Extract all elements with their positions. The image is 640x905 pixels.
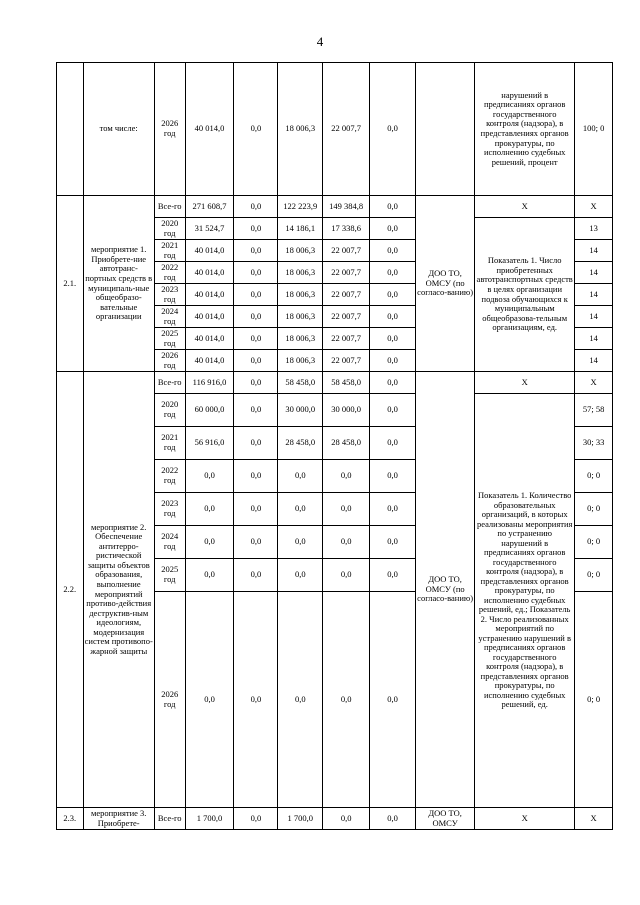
amount-cell: 22 007,7	[323, 350, 370, 372]
amount-cell: 0,0	[234, 526, 278, 559]
amount-cell: 0,0	[323, 460, 370, 493]
indicator-value: X	[575, 808, 613, 830]
amount-cell: 0,0	[234, 427, 278, 460]
amount-cell: 0,0	[278, 493, 323, 526]
amount-cell: 18 006,3	[278, 284, 323, 306]
amount-cell: 30 000,0	[323, 394, 370, 427]
amount-cell: 0,0	[370, 262, 416, 284]
measure-name: мероприятие 2. Обеспечение антитерро-ристической защиты объектов образования, выполнение мероприятий противо-действия деструктив-ным идеологиям, модернизация систем противопо-жарной защиты	[83, 372, 154, 808]
amount-cell: 0,0	[323, 559, 370, 592]
indicator-text: X	[475, 808, 575, 830]
year-cell: 2022 год	[154, 460, 185, 493]
amount-cell: 0,0	[278, 460, 323, 493]
amount-cell: 0,0	[370, 328, 416, 350]
amount-cell: 40 014,0	[185, 306, 234, 328]
indicator-value: 13	[575, 218, 613, 240]
year-cell: 2026 год	[154, 592, 185, 808]
amount-cell: 28 458,0	[323, 427, 370, 460]
amount-cell: 22 007,7	[323, 262, 370, 284]
year-cell: 2025 год	[154, 328, 185, 350]
indicator-value: 14	[575, 284, 613, 306]
amount-cell: 0,0	[370, 493, 416, 526]
amount-cell: 40 014,0	[185, 262, 234, 284]
amount-cell: 22 007,7	[323, 63, 370, 196]
amount-cell: 0,0	[185, 526, 234, 559]
program-table	[56, 62, 613, 830]
amount-cell: 149 384,8	[323, 196, 370, 218]
amount-cell: 0,0	[370, 559, 416, 592]
indicator-value: X	[575, 196, 613, 218]
amount-cell: 14 186,1	[278, 218, 323, 240]
amount-cell: 0,0	[370, 218, 416, 240]
amount-cell: 0,0	[323, 808, 370, 830]
amount-cell: 0,0	[370, 526, 416, 559]
amount-cell: 0,0	[278, 526, 323, 559]
table-row	[57, 808, 613, 830]
amount-cell: 40 014,0	[185, 63, 234, 196]
amount-cell: 122 223,9	[278, 196, 323, 218]
year-cell: Все-го	[154, 372, 185, 394]
page-number: 4	[316, 34, 324, 49]
row-number: 2.1.	[57, 196, 84, 372]
indicator-text: Показатель 1. Количество образовательных организаций, в которых реализованы мероприятия по устранению нарушений в предписаниях органов государственного контроля (надзора), в представлениях органов прокуратуры, по исполнению судебных решений, ед.; Показатель 2. Число реализованных мероприятий по устранению нарушений в предписаниях органов государственного контроля (надзора), в представлениях органов прокуратуры, по исполнению судебных решений, ед.	[475, 394, 575, 808]
amount-cell: 0,0	[370, 372, 416, 394]
amount-cell: 17 338,6	[323, 218, 370, 240]
amount-cell: 0,0	[234, 63, 278, 196]
amount-cell: 0,0	[234, 196, 278, 218]
indicator-value: 0; 0	[575, 460, 613, 493]
year-cell: 2020 год	[154, 394, 185, 427]
year-cell: 2021 год	[154, 427, 185, 460]
amount-cell: 60 000,0	[185, 394, 234, 427]
row-number: 2.2.	[57, 372, 84, 808]
indicator-text: X	[475, 372, 575, 394]
amount-cell: 0,0	[370, 196, 416, 218]
amount-cell: 0,0	[323, 592, 370, 808]
measure-name: том числе:	[83, 63, 154, 196]
amount-cell: 1 700,0	[278, 808, 323, 830]
amount-cell: 0,0	[234, 460, 278, 493]
indicator-value: 30; 33	[575, 427, 613, 460]
year-cell: 2023 год	[154, 284, 185, 306]
amount-cell: 22 007,7	[323, 306, 370, 328]
executor-cell: ДОО ТО, ОМСУ (по согласо-ванию)	[416, 196, 475, 372]
year-cell: Все-го	[154, 808, 185, 830]
amount-cell: 0,0	[234, 240, 278, 262]
amount-cell: 0,0	[234, 218, 278, 240]
amount-cell: 22 007,7	[323, 284, 370, 306]
year-cell: 2026 год	[154, 63, 185, 196]
indicator-value: 0; 0	[575, 559, 613, 592]
amount-cell: 0,0	[323, 526, 370, 559]
amount-cell: 31 524,7	[185, 218, 234, 240]
amount-cell: 0,0	[234, 559, 278, 592]
amount-cell: 18 006,3	[278, 262, 323, 284]
amount-cell: 0,0	[234, 808, 278, 830]
year-cell: 2023 год	[154, 493, 185, 526]
year-cell: Все-го	[154, 196, 185, 218]
amount-cell: 271 608,7	[185, 196, 234, 218]
amount-cell: 116 916,0	[185, 372, 234, 394]
amount-cell: 0,0	[234, 328, 278, 350]
amount-cell: 18 006,3	[278, 240, 323, 262]
indicator-value: 14	[575, 350, 613, 372]
amount-cell: 0,0	[185, 592, 234, 808]
amount-cell: 0,0	[370, 63, 416, 196]
amount-cell: 0,0	[323, 493, 370, 526]
year-cell: 2024 год	[154, 526, 185, 559]
amount-cell: 0,0	[370, 394, 416, 427]
amount-cell: 1 700,0	[185, 808, 234, 830]
table-row	[57, 196, 613, 218]
amount-cell: 0,0	[278, 559, 323, 592]
indicator-value: 14	[575, 328, 613, 350]
year-cell: 2020 год	[154, 218, 185, 240]
amount-cell: 58 458,0	[278, 372, 323, 394]
amount-cell: 0,0	[370, 808, 416, 830]
amount-cell: 18 006,3	[278, 306, 323, 328]
indicator-value: 100; 0	[575, 63, 613, 196]
amount-cell: 18 006,3	[278, 328, 323, 350]
amount-cell: 58 458,0	[323, 372, 370, 394]
table-row	[57, 63, 613, 196]
amount-cell: 0,0	[370, 350, 416, 372]
amount-cell: 40 014,0	[185, 284, 234, 306]
row-number	[57, 63, 84, 196]
amount-cell: 22 007,7	[323, 328, 370, 350]
amount-cell: 0,0	[370, 427, 416, 460]
indicator-value: 0; 0	[575, 526, 613, 559]
indicator-text: X	[475, 196, 575, 218]
amount-cell: 40 014,0	[185, 350, 234, 372]
amount-cell: 0,0	[234, 592, 278, 808]
amount-cell: 0,0	[370, 306, 416, 328]
amount-cell: 0,0	[234, 306, 278, 328]
indicator-text: нарушений в предписаниях органов государственного контроля (надзора), в представлениях органов прокуратуры, по исполнению судебных решений, процент	[475, 63, 575, 196]
year-cell: 2022 год	[154, 262, 185, 284]
year-cell: 2024 год	[154, 306, 185, 328]
amount-cell: 0,0	[370, 284, 416, 306]
amount-cell: 18 006,3	[278, 350, 323, 372]
measure-name: мероприятие 3. Приобрете-	[83, 808, 154, 830]
amount-cell: 0,0	[185, 460, 234, 493]
amount-cell: 56 916,0	[185, 427, 234, 460]
amount-cell: 0,0	[185, 493, 234, 526]
amount-cell: 0,0	[234, 493, 278, 526]
amount-cell: 22 007,7	[323, 240, 370, 262]
amount-cell: 28 458,0	[278, 427, 323, 460]
executor-cell	[416, 63, 475, 196]
amount-cell: 0,0	[278, 592, 323, 808]
amount-cell: 40 014,0	[185, 240, 234, 262]
year-cell: 2025 год	[154, 559, 185, 592]
amount-cell: 30 000,0	[278, 394, 323, 427]
executor-cell: ДОО ТО, ОМСУ	[416, 808, 475, 830]
amount-cell: 0,0	[370, 240, 416, 262]
table-row	[57, 372, 613, 394]
indicator-value: 57; 58	[575, 394, 613, 427]
year-cell: 2021 год	[154, 240, 185, 262]
indicator-value: 14	[575, 262, 613, 284]
amount-cell: 0,0	[234, 284, 278, 306]
amount-cell: 0,0	[185, 559, 234, 592]
amount-cell: 40 014,0	[185, 328, 234, 350]
indicator-value: X	[575, 372, 613, 394]
measure-name: мероприятие 1. Приобрете-ние автотранс-портных средств в муниципаль-ные общеобразо-вательные организации	[83, 196, 154, 372]
indicator-value: 0; 0	[575, 592, 613, 808]
indicator-value: 14	[575, 240, 613, 262]
amount-cell: 0,0	[370, 460, 416, 493]
amount-cell: 18 006,3	[278, 63, 323, 196]
executor-cell: ДОО ТО, ОМСУ (по согласо-ванию)	[416, 372, 475, 808]
indicator-text: Показатель 1. Число приобретенных автотранспортных средств в целях организации подвоза обучающихся к муниципальным общеобразова-тельным организациям, ед.	[475, 218, 575, 372]
amount-cell: 0,0	[370, 592, 416, 808]
amount-cell: 0,0	[234, 372, 278, 394]
indicator-value: 0; 0	[575, 493, 613, 526]
indicator-value: 14	[575, 306, 613, 328]
row-number: 2.3.	[57, 808, 84, 830]
amount-cell: 0,0	[234, 350, 278, 372]
amount-cell: 0,0	[234, 394, 278, 427]
year-cell: 2026 год	[154, 350, 185, 372]
amount-cell: 0,0	[234, 262, 278, 284]
